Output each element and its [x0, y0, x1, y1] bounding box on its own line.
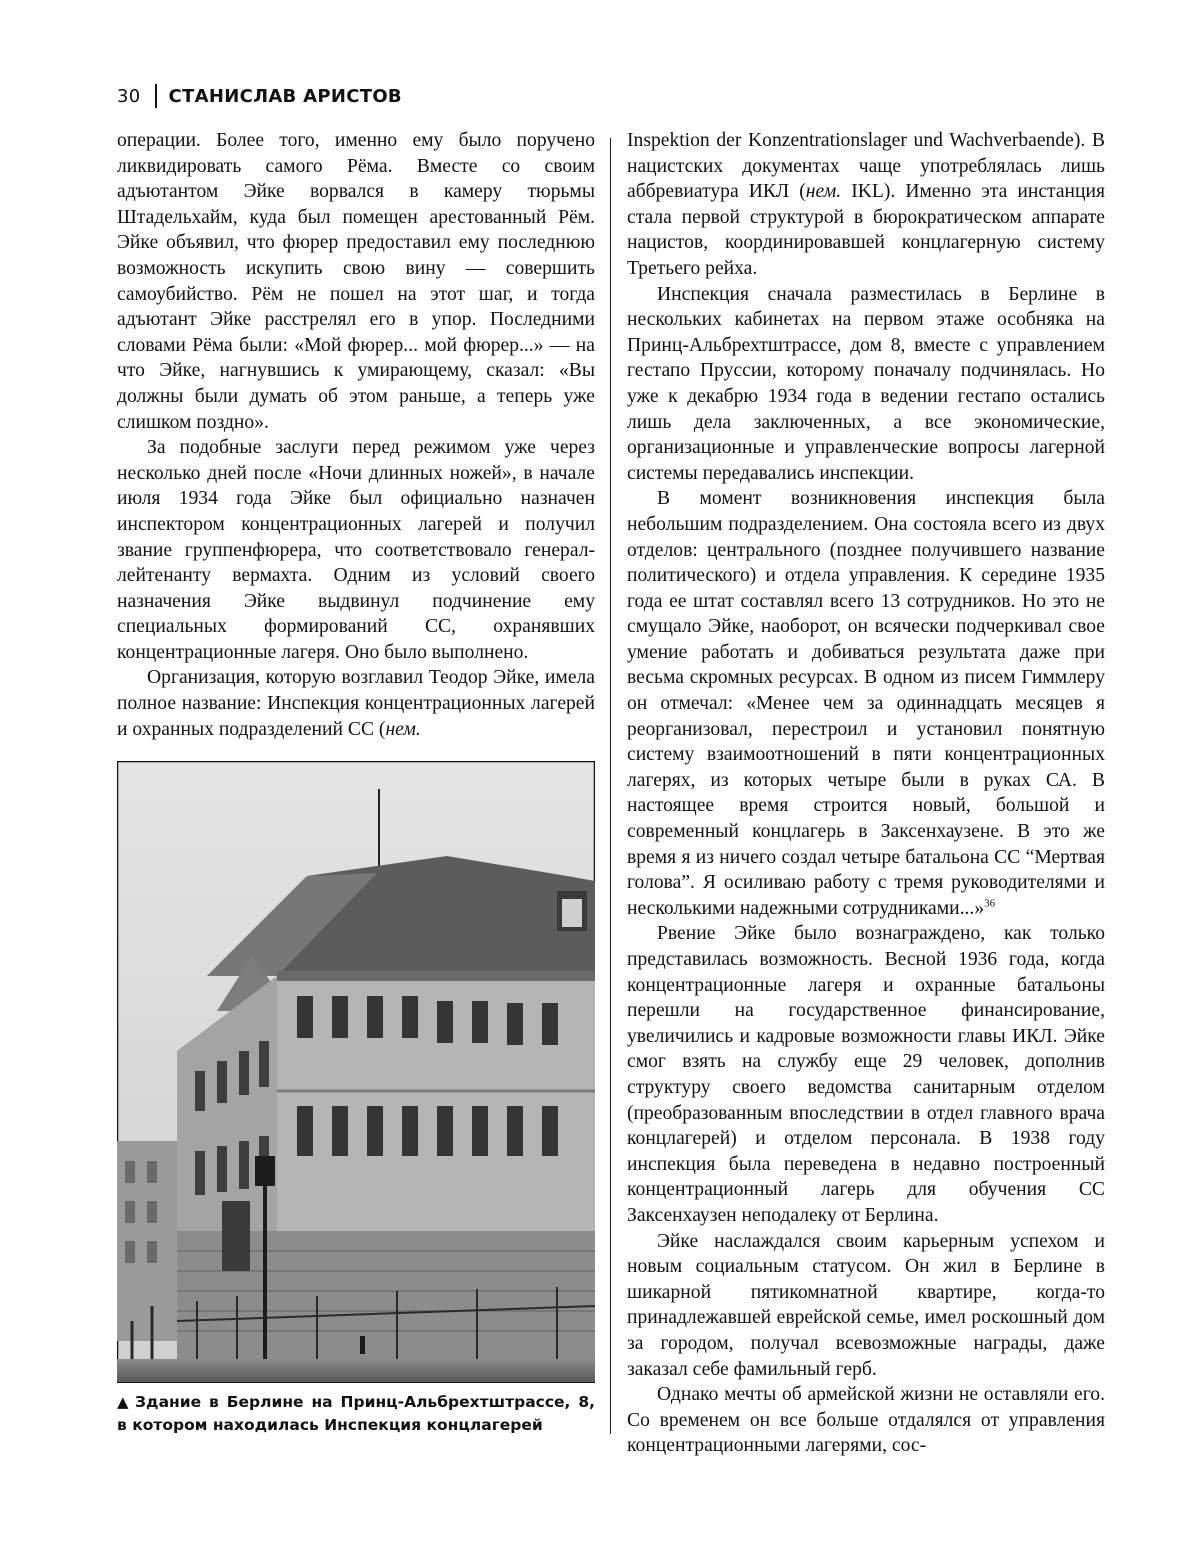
italic-abbrev: нем.	[805, 181, 842, 203]
footnote-ref: 36	[984, 897, 996, 910]
column-divider	[610, 138, 611, 1434]
paragraph: За подобные заслуги перед режимом уже через несколько дней после «Ночи длинных ножей», в начале июля 1934 года Эйке был официально назначен инспектором концентрационных лагерей и получил звание группенфюрера, что соответствовало генерал-лейтенанту вермахта. Одним из условий своего назначения Эйке выдвинул подчинение ему специальных формирований СС, охранявших концентрационные лагеря. Оно было выполнено.	[117, 437, 595, 663]
paragraph	[627, 486, 1105, 921]
photo-caption	[117, 1391, 595, 1437]
header-divider	[155, 84, 157, 108]
paragraph: Инспекция сначала разместилась в Берлине в нескольких кабинетах на первом этаже особняка на Принц-Альбрехтштрассе, дом 8, вместе с управлением гестапо Пруссии, которому поначалу подчинялась. Но уже к декабрю 1934 года в ведении гестапо остались лишь дела заключенных, а все экономические, организационные и управленческие вопросы лагерной системы передавались инспекции.	[627, 283, 1105, 484]
page-number: 30	[117, 85, 141, 107]
text-run: В момент возникновения инспекция была небольшим подразделением. Она состояла всего из двух отделов: центрального (позднее получившего название политического) и отдела управления. К середине 1935 года ее штат составлял всего 13 сотрудников. Но это не смущало Эйке, наоборот, он всячески подчеркивал свое умение работать и добиваться результата даже при весьма скромных ресурсах. В одном из писем Гиммлеру он отмечал: «Менее чем за одиннадцать месяцев я реорганизовал, перестроил и установил понятную систему взаимоотношений в пяти концентрационных лагерях, из которых четыре были в руках СА. В настоящее время строится новый, большой и современный концлагерь в Заксенхаузене. В это же время я из ничего создал четыре батальона СС “Мертвая голова”. Я осиливаю работу с тремя руководителями и несколькими надежными сотрудниками...»	[627, 488, 1105, 919]
paragraph: Рвение Эйке было вознаграждено, как только представилась возможность. Весной 1936 года, когда концентрационные лагеря и охранные батальоны перешли на государственное финансирование, увеличились и кадровые возможности главы ИКЛ. Эйке смог взять на службу еще 29 человек, дополнив структуру своего ведомства санитарным отделом (преобразованным впоследствии в отдел главного врача концлагерей) и отделом персонала. В 1938 году инспекция была переведена в недавно построенный концентрационный лагерь для обучения СС Заксенхаузен неподалеку от Берлина.	[627, 923, 1105, 1226]
paragraph: Эйке наслаждался своим карьерным успехом и новым социальным статусом. Он жил в Берлине в шикарной пятикомнатной квартире, когда-то принадлежавшей еврейской семье, имел роскошный дом за городом, получал всевозможные награды, даже заказал себе фамильный герб.	[627, 1230, 1105, 1380]
italic-abbrev: нем.	[385, 718, 421, 740]
text-run: IKL). Именно эта инстанция стала первой структурой в бюрократическом аппарате нацистов, координировавшей концлагерную систему Третьего рейха.	[627, 181, 1105, 279]
left-column	[117, 128, 595, 742]
text-run: Организация, которую возглавил Теодор Эйке, имела полное название: Инспекция концентрационных лагерей и охранных подразделений СС (	[117, 667, 595, 740]
right-column	[627, 128, 1105, 1459]
building-photo	[117, 761, 595, 1383]
running-head	[117, 84, 402, 108]
text-run: Inspektion der Konzentrationslager und Wachverbaende). В нацистских документах чаще употреблялась лишь аббревиатура ИКЛ (	[627, 130, 1105, 203]
paragraph: операции. Более того, именно ему было поручено ликвидировать самого Рёма. Вместе со своим адъютантом Эйке ворвался в камеру тюрьмы Штадельхайм, куда был помещен арестованный Рём. Эйке объявил, что фюрер предоставил ему последнюю возможность искупить свою вину — совершить самоубийство. Рём не пошел на этот шаг, и тогда адъютант Эйке расстрелял его в упор. Последними словами Рёма были: «Мой фюрер... мой фюрер...» — на что Эйке, нагнувшись к умирающему, сказал: «Вы должны были думать об этом раньше, а теперь уже слишком поздно».	[117, 130, 595, 433]
caption-text: Здание в Берлине на Принц-Альбрехтштрассе, 8, в котором находилась Инспекция концлагерей	[117, 1393, 595, 1434]
paragraph	[627, 128, 1105, 282]
author-name: СТАНИСЛАВ АРИСТОВ	[168, 85, 402, 107]
paragraph	[117, 665, 595, 742]
triangle-marker-icon: ▲	[117, 1393, 132, 1411]
paragraph: Однако мечты об армейской жизни не оставляли его. Со временем он все больше отдалялся от управления концентрационными лагерями, сос-	[627, 1384, 1105, 1457]
